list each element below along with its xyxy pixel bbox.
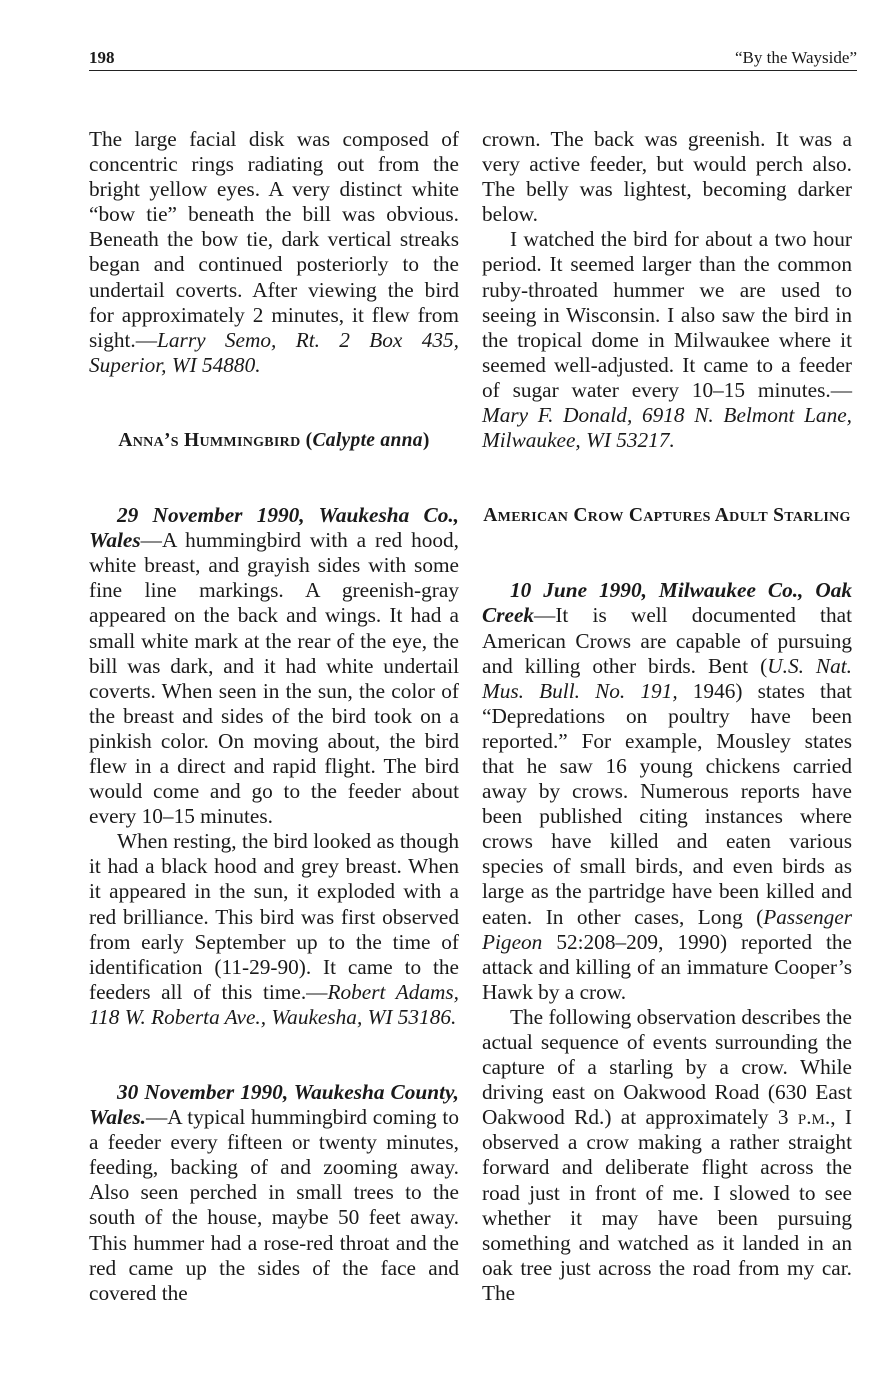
section-heading-annas-hummingbird — [89, 428, 459, 453]
citation-bulletin: U.S. Nat. Mus. Bull. No. 191, — [482, 653, 852, 703]
heading-close: ) — [422, 429, 430, 451]
page-header — [89, 44, 857, 72]
observer-signature: Mary F. Donald, 6918 N. Belmont Lane, Milwaukee, WI 53217. — [482, 403, 852, 453]
paragraph-text: 1946) states that “Depredations on poultry have been reported.” For example, Mousley states that he saw 16 young chickens carried away by crows. Numerous reports have been published citing instances where crows have killed and eaten various species of small birds, and even birds as large as the partridge have been killed and eaten. In other cases, Long ( — [482, 678, 852, 929]
paragraph-text: The following observation describes the actual sequence of events surrounding the capture of a starling by a crow. While driving east on Oakwood Road (630 East Oakwood Rd.) at approximately 3 — [482, 1004, 852, 1130]
paragraph-record-wales-2 — [89, 1080, 459, 1306]
running-head: “By the Wayside” — [734, 48, 857, 67]
paragraph-text: I watched the bird for about a two hour period. It seemed larger than the common ruby-throated hummer we are used to seeing in Wisconsin. I also saw the bird in the tropical dome in Milwaukee where it seemed well-adjusted. It came to a feeder of sugar water every 10–15 minutes.— — [482, 227, 852, 402]
page-number: 198 — [89, 48, 115, 67]
paragraph-text: —A typical hummingbird coming to a feeder every fifteen or twenty minutes, feeding, backing of and zooming away. Also seen perched in small trees to the south of the house, maybe 50 feet away. This hummer had a rose-red throat and the red came up the sides of the face and covered the — [89, 1105, 459, 1305]
record-lead: 29 November 1990, Waukesha Co., Wales — [89, 503, 459, 553]
header-rule — [89, 70, 857, 71]
paragraph-text: The large facial disk was composed of concentric rings radiating out from the bright yellow eyes. A very distinct white “bow tie” beneath the bill was obvious. Beneath the bow tie, dark vertical streaks began and continued posteriorly to the undertail coverts. After viewing the bird for approximately 2 minutes, it flew from sight.— — [89, 127, 459, 352]
paragraph-record-oak-creek — [482, 578, 852, 1005]
observer-signature: Robert Adams, 118 W. Roberta Ave., Waukesha, WI 53186. — [89, 979, 460, 1029]
citation-journal: Passenger Pigeon — [482, 904, 852, 954]
heading-text: Anna’s Hummingbird ( — [118, 429, 313, 451]
section-heading-american-crow: American Crow Captures Adult Starling — [483, 505, 851, 527]
paragraph-text: 52:208–209, 1990) reported the attack and killing of an immature Cooper’s Hawk by a crow. — [482, 929, 852, 1004]
paragraph-continued-description — [482, 127, 852, 227]
paragraph-observation-period — [482, 227, 852, 453]
paragraph-text: crown. The back was greenish. It was a very active feeder, but would perch also. The belly was lightest, becoming darker below. — [482, 127, 852, 227]
right-column — [482, 127, 852, 1306]
paragraph-text: , I observed a crow making a rather straight forward and deliberate flight across the road just in front of me. I slowed to see whether it may have been pursuing something and watched as it landed in an oak tree just across the road from my car. The — [482, 1105, 852, 1305]
paragraph-text: —A hummingbird with a red hood, white breast, and grayish sides with some fine line markings. A greenish-gray appeared on the back and wings. It had a small white mark at the rear of the eye, the bill was dark, and it had white undertail coverts. When seen in the sun, the color of the breast and sides of the bird took on a pinkish color. On moving about, the bird flew in a direct and rapid flight. The bird would come and go to the feeder about every 10–15 minutes. — [89, 528, 459, 829]
paragraph-text: When resting, the bird looked as though it had a black hood and grey breast. When it appeared in the sun, it exploded with a red brilliance. This bird was first observed from early September up to the time of identification (11-29-90). It came to the feeders all of this time.— — [89, 829, 459, 1004]
left-column — [89, 127, 459, 1306]
paragraph-observation-sequence — [482, 1005, 852, 1306]
paragraph-owl-description — [89, 127, 459, 378]
paragraph-resting-description — [89, 829, 459, 1030]
paragraph-record-wales-1 — [89, 503, 459, 829]
record-lead: 30 November 1990, Waukesha County, Wales. — [89, 1080, 459, 1130]
observer-signature: Larry Semo, Rt. 2 Box 435, Superior, WI 54880. — [89, 327, 459, 377]
heading-species-name: Calypte anna — [312, 429, 423, 451]
paragraph-text: —It is well documented that American Crows are capable of pursuing and killing other birds. Bent ( — [482, 603, 852, 678]
time-marker: p.m. — [797, 1105, 831, 1130]
record-lead: 10 June 1990, Milwaukee Co., Oak Creek — [482, 578, 852, 628]
